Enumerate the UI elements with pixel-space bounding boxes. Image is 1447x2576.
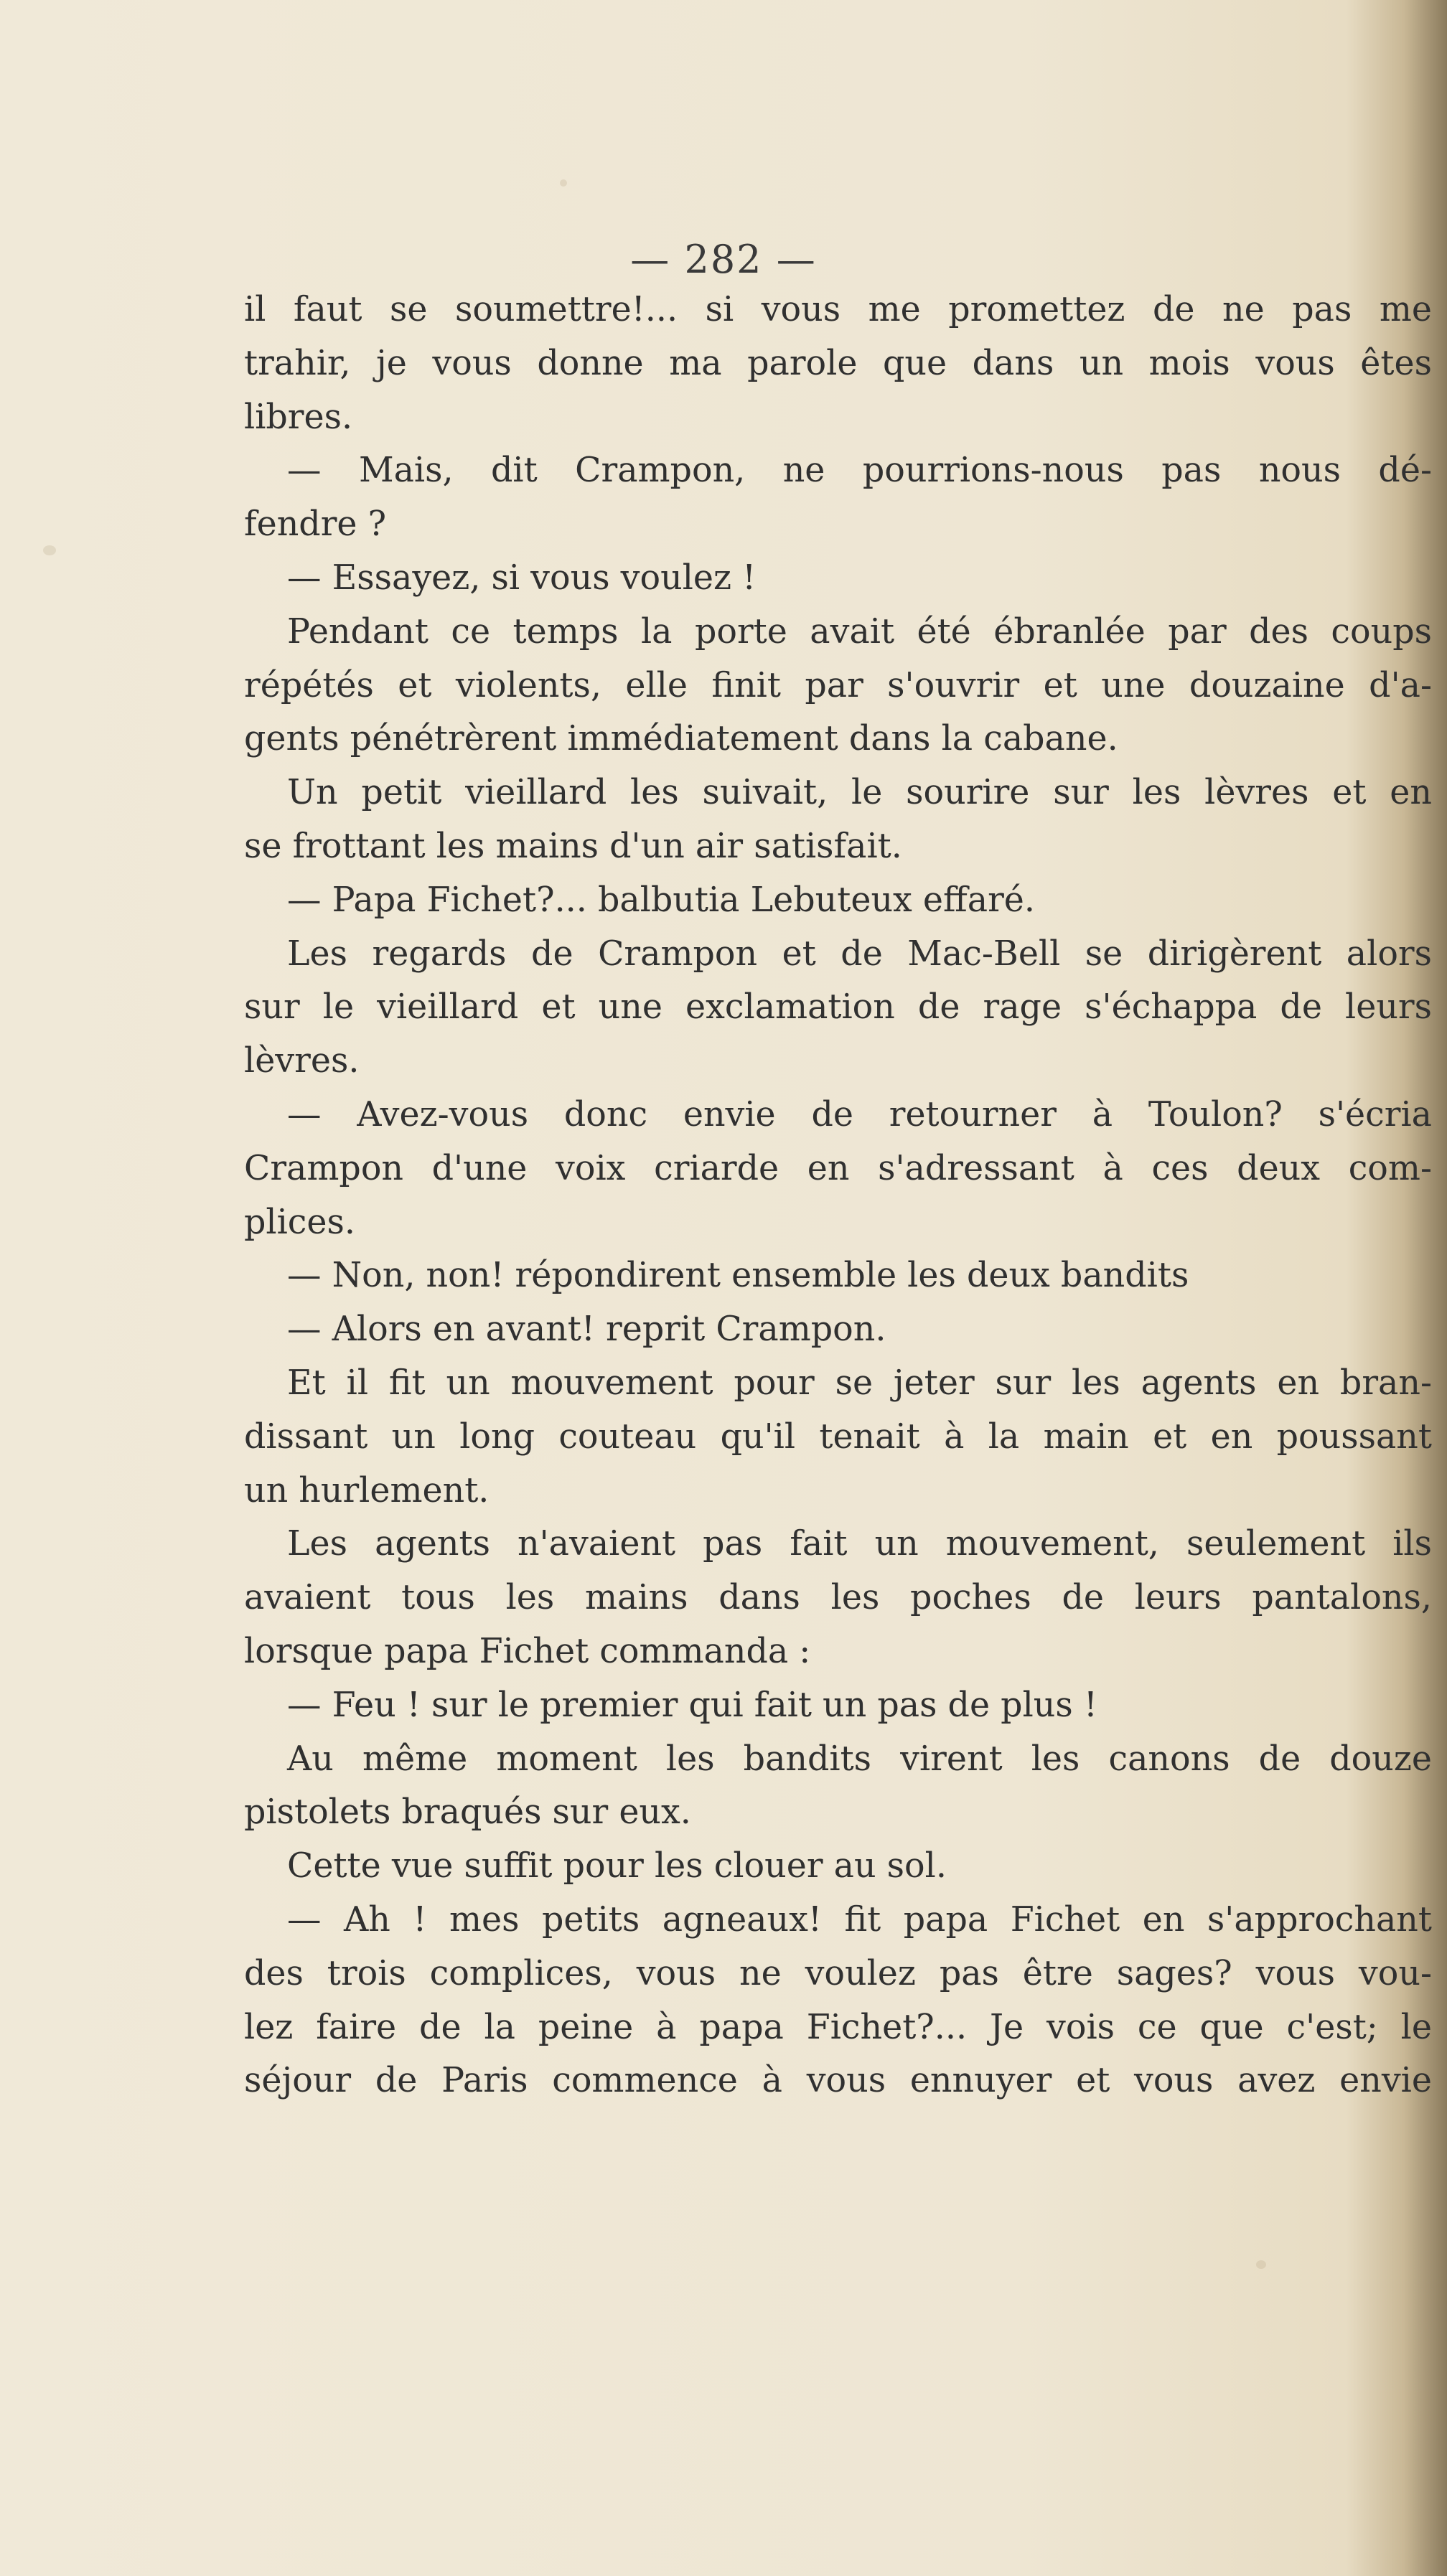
text-line: gents pénétrèrent immédiatement dans la cabane. [244,719,1118,759]
text-line: — Feu ! sur le premier qui fait un pas de plus ! [287,1685,1097,1725]
text-line: il faut se soumettre!... si vous me promettez de ne pas me [244,290,1432,329]
text-line: dissant un long couteau qu'il tenait à la main et en poussant [244,1416,1432,1457]
text-line: pistolets braqués sur eux. [244,1792,691,1833]
paper-stain [560,179,567,187]
text-line: plices. [244,1202,355,1242]
text-line: Un petit vieillard les suivait, le sourire sur les lèvres et en [287,773,1432,813]
text-line: trahir, je vous donne ma parole que dans un mois vous êtes [244,343,1432,383]
text-line: se frottant les mains d'un air satisfait. [244,826,902,866]
text-line: séjour de Paris commence à vous ennuyer et vous avez envie [244,2061,1432,2101]
text-line: libres. [244,397,353,437]
text-line: Au même moment les bandits virent les canons de douze [287,1739,1432,1779]
text-line: Et il fit un mouvement pour se jeter sur les agents en bran- [287,1363,1432,1403]
text-line: Les regards de Crampon et de Mac-Bell se dirigèrent alors [287,934,1432,974]
text-line: — Avez-vous donc envie de retourner à Toulon? s'écria [287,1094,1432,1134]
text-line: — Alors en avant! reprit Crampon. [287,1310,886,1350]
text-line: — Non, non! répondirent ensemble les deux bandits [287,1256,1189,1296]
text-line: Crampon d'une voix criarde en s'adressant à ces deux com- [244,1148,1432,1188]
body-text [244,283,1432,2108]
text-line: fendre ? [244,504,387,545]
text-line: Cette vue suffit pour les clouer au sol. [287,1846,947,1886]
text-line: avaient tous les mains dans les poches de leurs pantalons, [244,1578,1432,1618]
text-line: Pendant ce temps la porte avait été ébranlée par des coups [287,611,1432,652]
text-line: un hurlement. [244,1470,490,1510]
paper-stain [1256,2260,1266,2269]
text-line: — Ah ! mes petits agneaux! fit papa Fichet en s'approchant [287,1899,1432,1940]
text-line: des trois complices, vous ne voulez pas être sages? vous vou- [244,1953,1432,1993]
text-line: lèvres. [244,1041,360,1081]
page-number: — 282 — [630,237,817,282]
text-line: lez faire de la peine à papa Fichet?... Je vois ce que c'est; le [244,2007,1432,2047]
text-line: — Papa Fichet?... balbutia Lebuteux effaré. [287,880,1036,920]
text-line: sur le vieillard et une exclamation de rage s'échappa de leurs [244,987,1432,1028]
text-line: lorsque papa Fichet commanda : [244,1631,811,1671]
text-line: répétés et violents, elle finit par s'ouvrir et une douzaine d'a- [244,665,1432,705]
text-line: Les agents n'avaient pas fait un mouvement, seulement ils [287,1524,1432,1564]
text-line: — Essayez, si vous voulez ! [287,558,757,598]
text-line: — Mais, dit Crampon, ne pourrions-nous pas nous dé- [287,451,1432,491]
paper-stain [43,545,56,555]
